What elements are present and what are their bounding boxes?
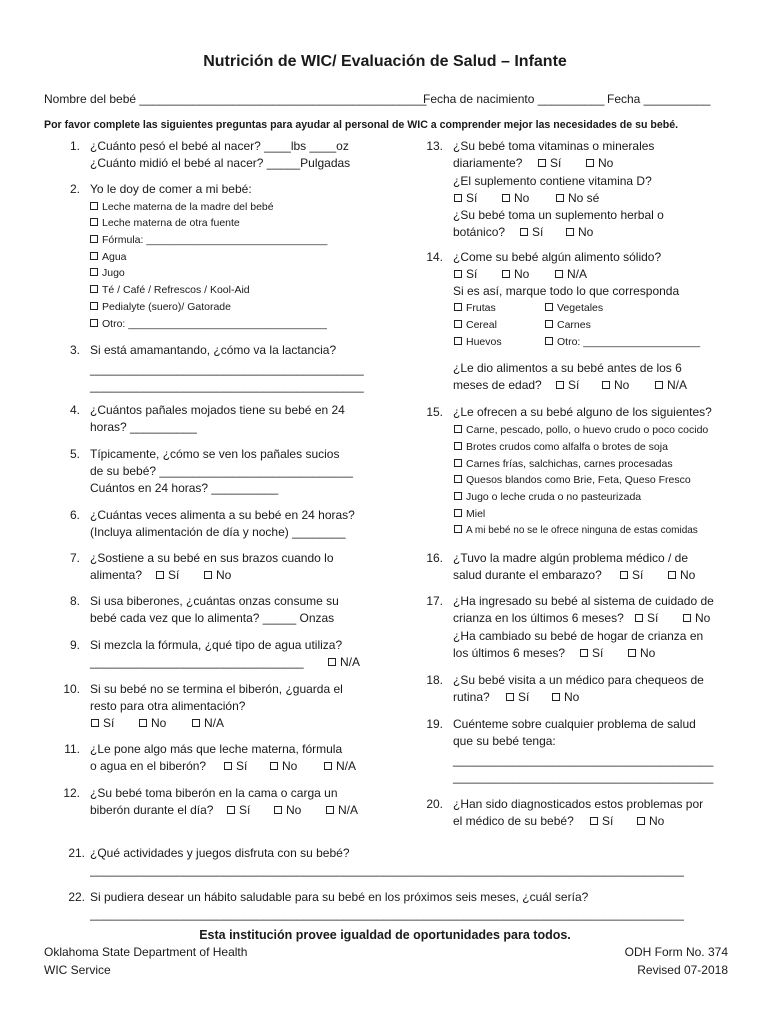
q16-yes[interactable]: Sí — [620, 567, 643, 583]
checkbox[interactable] — [545, 320, 553, 328]
q20-question-cont: el médico de su bebé? — [453, 814, 574, 828]
checkbox[interactable] — [620, 571, 628, 579]
q6-number: 6. — [69, 508, 80, 522]
q14-food-option[interactable]: Carnes — [545, 317, 591, 333]
q14-early-question: ¿Le dio alimentos a su bebé antes de los 6 — [453, 361, 682, 375]
q14-food-option[interactable]: Cereal — [454, 317, 497, 333]
page-title: Nutrición de WIC/ Evaluación de Salud – Infante — [203, 53, 567, 70]
checkbox[interactable] — [90, 319, 98, 327]
q15-option[interactable]: Miel — [454, 506, 485, 522]
equal-opportunity-statement: Esta institución provee igualdad de oportunidades para todos. — [199, 928, 571, 942]
checkbox[interactable] — [90, 235, 98, 243]
q10-question: Si su bebé no se termina el biberón, ¿guarda el — [90, 682, 343, 696]
q2-question: Yo le doy de comer a mi bebé: — [90, 182, 252, 196]
q11-question: ¿Le pone algo más que leche materna, fórmula — [90, 742, 343, 756]
q2-number: 2. — [69, 182, 80, 196]
q13-vitd-yes[interactable]: Sí — [454, 190, 477, 206]
q4-answer[interactable]: horas? __________ — [90, 420, 197, 434]
q16-question: ¿Tuvo la madre algún problema médico / de — [453, 551, 689, 565]
baby-name-field[interactable]: Nombre del bebé ___________________________________________ — [44, 92, 427, 106]
q15-option[interactable]: Quesos blandos como Brie, Feta, Queso Fresco — [454, 472, 691, 488]
q11-number: 11. — [64, 742, 80, 756]
q3-answer-line[interactable]: _________________________________________ — [90, 362, 364, 376]
q7-yes[interactable]: Sí — [156, 567, 179, 583]
checkbox[interactable] — [635, 614, 643, 622]
checkbox[interactable] — [454, 425, 462, 433]
q6-question: ¿Cuántas veces alimenta a su bebé en 24 horas? — [90, 508, 355, 522]
q4-number: 4. — [69, 403, 80, 417]
q15-number: 15. — [426, 405, 443, 419]
checkbox[interactable] — [586, 159, 594, 167]
q10-number: 10. — [63, 682, 80, 696]
q12-yes[interactable]: Sí — [227, 802, 250, 818]
q19-number: 19. — [426, 717, 443, 731]
q2-option[interactable]: Leche materna de otra fuente — [90, 215, 240, 231]
q1-number: 1. — [69, 139, 80, 153]
q17-home-no[interactable]: No — [628, 645, 655, 661]
q13-question-cont: diariamente? — [453, 156, 523, 170]
q14-yes[interactable]: Sí — [454, 266, 477, 282]
revision-date: Revised 07-2018 — [637, 963, 728, 977]
q21-number: 21. — [68, 846, 85, 860]
checkbox[interactable] — [668, 571, 676, 579]
checkbox[interactable] — [454, 270, 462, 278]
q19-answer-line[interactable]: _______________________________________ — [453, 753, 714, 767]
q7-question: ¿Sostiene a su bebé en sus brazos cuando lo — [90, 551, 334, 565]
q19-question-cont: que su bebé tenga: — [453, 734, 556, 748]
checkbox[interactable] — [637, 817, 645, 825]
q10-yes[interactable]: Sí — [91, 715, 114, 731]
q2-option[interactable]: Pedialyte (suero)/ Gatorade — [90, 299, 231, 315]
checkbox[interactable] — [454, 492, 462, 500]
checkbox[interactable] — [139, 719, 147, 727]
instructions: Por favor complete las siguientes preguntas para ayudar al personal de WIC a comprender mejor las necesidades de su bebé. — [44, 119, 679, 131]
q14-na[interactable]: N/A — [555, 266, 587, 282]
q5-answer[interactable]: de su bebé? _____________________________ — [90, 464, 353, 478]
q15-question: ¿Le ofrecen a su bebé alguno de los siguientes? — [453, 405, 712, 419]
checkbox[interactable] — [90, 252, 98, 260]
q14-no[interactable]: No — [502, 266, 529, 282]
checkbox[interactable] — [556, 194, 564, 202]
department-name: Oklahoma State Department of Health — [44, 945, 248, 959]
q7-question-cont: alimenta? — [90, 568, 143, 582]
q13-number: 13. — [426, 139, 443, 153]
checkbox[interactable] — [552, 693, 560, 701]
q2-option[interactable]: Jugo — [90, 265, 125, 281]
checkbox[interactable] — [204, 571, 212, 579]
q20-number: 20. — [426, 797, 443, 811]
q17-question: ¿Ha ingresado su bebé al sistema de cuidado de — [453, 594, 714, 608]
q15-option[interactable]: Brotes crudos como alfalfa o brotes de soja — [454, 439, 668, 455]
q12-number: 12. — [63, 786, 80, 800]
q2-option[interactable]: Fórmula: _______________________________ — [90, 232, 327, 248]
q18-number: 18. — [426, 673, 443, 687]
q12-no[interactable]: No — [274, 802, 301, 818]
checkbox[interactable] — [454, 303, 462, 311]
q10-no[interactable]: No — [139, 715, 166, 731]
q4-question: ¿Cuántos pañales mojados tiene su bebé en 24 — [90, 403, 345, 417]
q15-option[interactable]: A mi bebé no se le ofrece ninguna de estas comidas — [454, 523, 698, 539]
checkbox[interactable] — [454, 337, 462, 345]
birth-date-field[interactable]: Fecha de nacimiento __________ — [423, 92, 605, 106]
q9-question: Si mezcla la fórmula, ¿qué tipo de agua utiliza? — [90, 638, 343, 652]
q14-food-option[interactable]: Frutas — [454, 300, 496, 316]
q13-yes[interactable]: Sí — [538, 155, 561, 171]
checkbox[interactable] — [454, 194, 462, 202]
q2-option[interactable]: Leche materna de la madre del bebé — [90, 199, 274, 215]
q14-instruction: Si es así, marque todo lo que corresponda — [453, 284, 680, 298]
q7-number: 7. — [69, 551, 80, 565]
q13-question: ¿Su bebé toma vitaminas o minerales — [453, 139, 655, 153]
q20-yes[interactable]: Sí — [590, 813, 613, 829]
checkbox[interactable] — [454, 525, 462, 533]
q14-food-option[interactable]: Huevos — [454, 334, 502, 350]
q17-no[interactable]: No — [683, 610, 710, 626]
q13-herbal-no[interactable]: No — [566, 224, 593, 240]
checkbox[interactable] — [270, 762, 278, 770]
q16-no[interactable]: No — [668, 567, 695, 583]
q19-question: Cuénteme sobre cualquier problema de salud — [453, 717, 696, 731]
q21-question: ¿Qué actividades y juegos disfruta con su bebé? — [90, 846, 350, 860]
q15-option[interactable]: Carne, pescado, pollo, o huevo crudo o poco cocido — [454, 422, 708, 438]
form-number: ODH Form No. 374 — [624, 945, 728, 959]
checkbox[interactable] — [506, 693, 514, 701]
q17-yes[interactable]: Sí — [635, 610, 658, 626]
checkbox[interactable] — [683, 614, 691, 622]
checkbox[interactable] — [454, 442, 462, 450]
q2-option[interactable]: Té / Café / Refrescos / Kool-Aid — [90, 282, 250, 298]
q9-number: 9. — [69, 638, 80, 652]
checkbox[interactable] — [227, 806, 235, 814]
q17-question-cont: crianza en los últimos 6 meses? — [453, 611, 624, 625]
q11-question-cont: o agua en el biberón? — [90, 759, 207, 773]
q20-no[interactable]: No — [637, 813, 664, 829]
q22-number: 22. — [68, 890, 85, 904]
q3-question: Si está amamantando, ¿cómo va la lactancia? — [90, 343, 337, 357]
q8-question: Si usa biberones, ¿cuántas onzas consume su — [90, 594, 339, 608]
q13-vitd-question: ¿El suplemento contiene vitamina D? — [453, 174, 652, 188]
q13-herbal-question: ¿Su bebé toma un suplemento herbal o — [453, 208, 664, 222]
checkbox[interactable] — [328, 658, 336, 666]
q2-option[interactable]: Otro: __________________________________ — [90, 316, 327, 332]
q13-vitd-unknown[interactable]: No sé — [556, 190, 599, 206]
checkbox[interactable] — [90, 202, 98, 210]
checkbox[interactable] — [454, 320, 462, 328]
q18-question-cont: rutina? — [453, 690, 490, 704]
checkbox[interactable] — [192, 719, 200, 727]
checkbox[interactable] — [545, 303, 553, 311]
q18-yes[interactable]: Sí — [506, 689, 529, 705]
q5-question: Típicamente, ¿cómo se ven los pañales sucios — [90, 447, 340, 461]
q21-answer-line[interactable]: _________________________________________________________________________________________ — [90, 863, 684, 877]
checkbox[interactable] — [555, 270, 563, 278]
q14-early-no[interactable]: No — [602, 377, 629, 393]
checkbox[interactable] — [566, 228, 574, 236]
checkbox[interactable] — [90, 268, 98, 276]
q14-early-yes[interactable]: Sí — [556, 377, 579, 393]
q17-home-question-cont: los últimos 6 meses? — [453, 646, 566, 660]
q10-question-cont: resto para otra alimentación? — [90, 699, 246, 713]
q10-na[interactable]: N/A — [192, 715, 224, 731]
checkbox[interactable] — [655, 381, 663, 389]
q14-early-question-cont: meses de edad? — [453, 378, 542, 392]
q1-weight[interactable]: ¿Cuánto pesó el bebé al nacer? ____lbs ____oz — [90, 139, 349, 153]
q13-vitd-no[interactable]: No — [502, 190, 529, 206]
checkbox[interactable] — [454, 475, 462, 483]
q5-number: 5. — [69, 447, 80, 461]
q13-herbal-question-cont: botánico? — [453, 225, 506, 239]
q14-number: 14. — [426, 250, 443, 264]
checkbox[interactable] — [274, 806, 282, 814]
checkbox[interactable] — [454, 459, 462, 467]
q2-option[interactable]: Agua — [90, 249, 127, 265]
q3-number: 3. — [69, 343, 80, 357]
checkbox[interactable] — [454, 509, 462, 517]
checkbox[interactable] — [326, 806, 334, 814]
q22-answer-line[interactable]: _________________________________________________________________________________________ — [90, 907, 684, 921]
checkbox[interactable] — [556, 381, 564, 389]
q11-yes[interactable]: Sí — [224, 758, 247, 774]
q8-answer[interactable]: bebé cada vez que lo alimenta? _____ Onzas — [90, 611, 335, 625]
checkbox[interactable] — [91, 719, 99, 727]
q16-number: 16. — [426, 551, 443, 565]
q20-question: ¿Han sido diagnosticados estos problemas por — [453, 797, 704, 811]
checkbox[interactable] — [90, 302, 98, 310]
checkbox[interactable] — [90, 218, 98, 226]
q12-na[interactable]: N/A — [326, 802, 358, 818]
q15-option[interactable]: Jugo o leche cruda o no pasteurizada — [454, 489, 641, 505]
checkbox[interactable] — [520, 228, 528, 236]
q11-na[interactable]: N/A — [324, 758, 356, 774]
checkbox[interactable] — [602, 381, 610, 389]
checkbox[interactable] — [224, 762, 232, 770]
q16-question-cont: salud durante el embarazo? — [453, 568, 602, 582]
q11-no[interactable]: No — [270, 758, 297, 774]
checkbox[interactable] — [156, 571, 164, 579]
q14-question: ¿Come su bebé algún alimento sólido? — [453, 250, 662, 264]
q9-na[interactable]: N/A — [328, 654, 360, 670]
q14-food-option[interactable]: Otro: ____________________ — [545, 334, 700, 350]
q7-no[interactable]: No — [204, 567, 231, 583]
q17-home-question: ¿Ha cambiado su bebé de hogar de crianza en — [453, 629, 704, 643]
checkbox[interactable] — [324, 762, 332, 770]
q17-home-yes[interactable]: Sí — [580, 645, 603, 661]
checkbox[interactable] — [580, 649, 588, 657]
q22-question: Si pudiera desear un hábito saludable para su bebé en los próximos seis meses, ¿cuál sería? — [90, 890, 589, 904]
q15-option[interactable]: Carnes frías, salchichas, carnes procesadas — [454, 456, 673, 472]
checkbox[interactable] — [628, 649, 636, 657]
checkbox[interactable] — [538, 159, 546, 167]
q13-no[interactable]: No — [586, 155, 613, 171]
q19-answer-line[interactable]: _______________________________________ — [453, 770, 714, 784]
q12-question-cont: biberón durante el día? — [90, 803, 214, 817]
q17-number: 17. — [426, 594, 443, 608]
checkbox[interactable] — [502, 270, 510, 278]
checkbox[interactable] — [502, 194, 510, 202]
checkbox[interactable] — [90, 285, 98, 293]
checkbox[interactable] — [545, 337, 553, 345]
q18-question: ¿Su bebé visita a un médico para chequeos de — [453, 673, 704, 687]
q18-no[interactable]: No — [552, 689, 579, 705]
q9-answer[interactable]: ________________________________ — [90, 655, 304, 669]
q12-question: ¿Su bebé toma biberón en la cama o carga un — [90, 786, 338, 800]
q8-number: 8. — [69, 594, 80, 608]
q14-early-na[interactable]: N/A — [655, 377, 687, 393]
service-name: WIC Service — [44, 963, 111, 977]
q1-length[interactable]: ¿Cuánto midió el bebé al nacer? _____Pulgadas — [90, 156, 351, 170]
date-field[interactable]: Fecha __________ — [607, 92, 711, 106]
q3-answer-line[interactable]: _________________________________________ — [90, 379, 364, 393]
q6-answer[interactable]: (Incluya alimentación de día y noche) ________ — [90, 525, 346, 539]
q13-herbal-yes[interactable]: Sí — [520, 224, 543, 240]
q14-food-option[interactable]: Vegetales — [545, 300, 603, 316]
q5-count[interactable]: Cuántos en 24 horas? __________ — [90, 481, 279, 495]
checkbox[interactable] — [590, 817, 598, 825]
